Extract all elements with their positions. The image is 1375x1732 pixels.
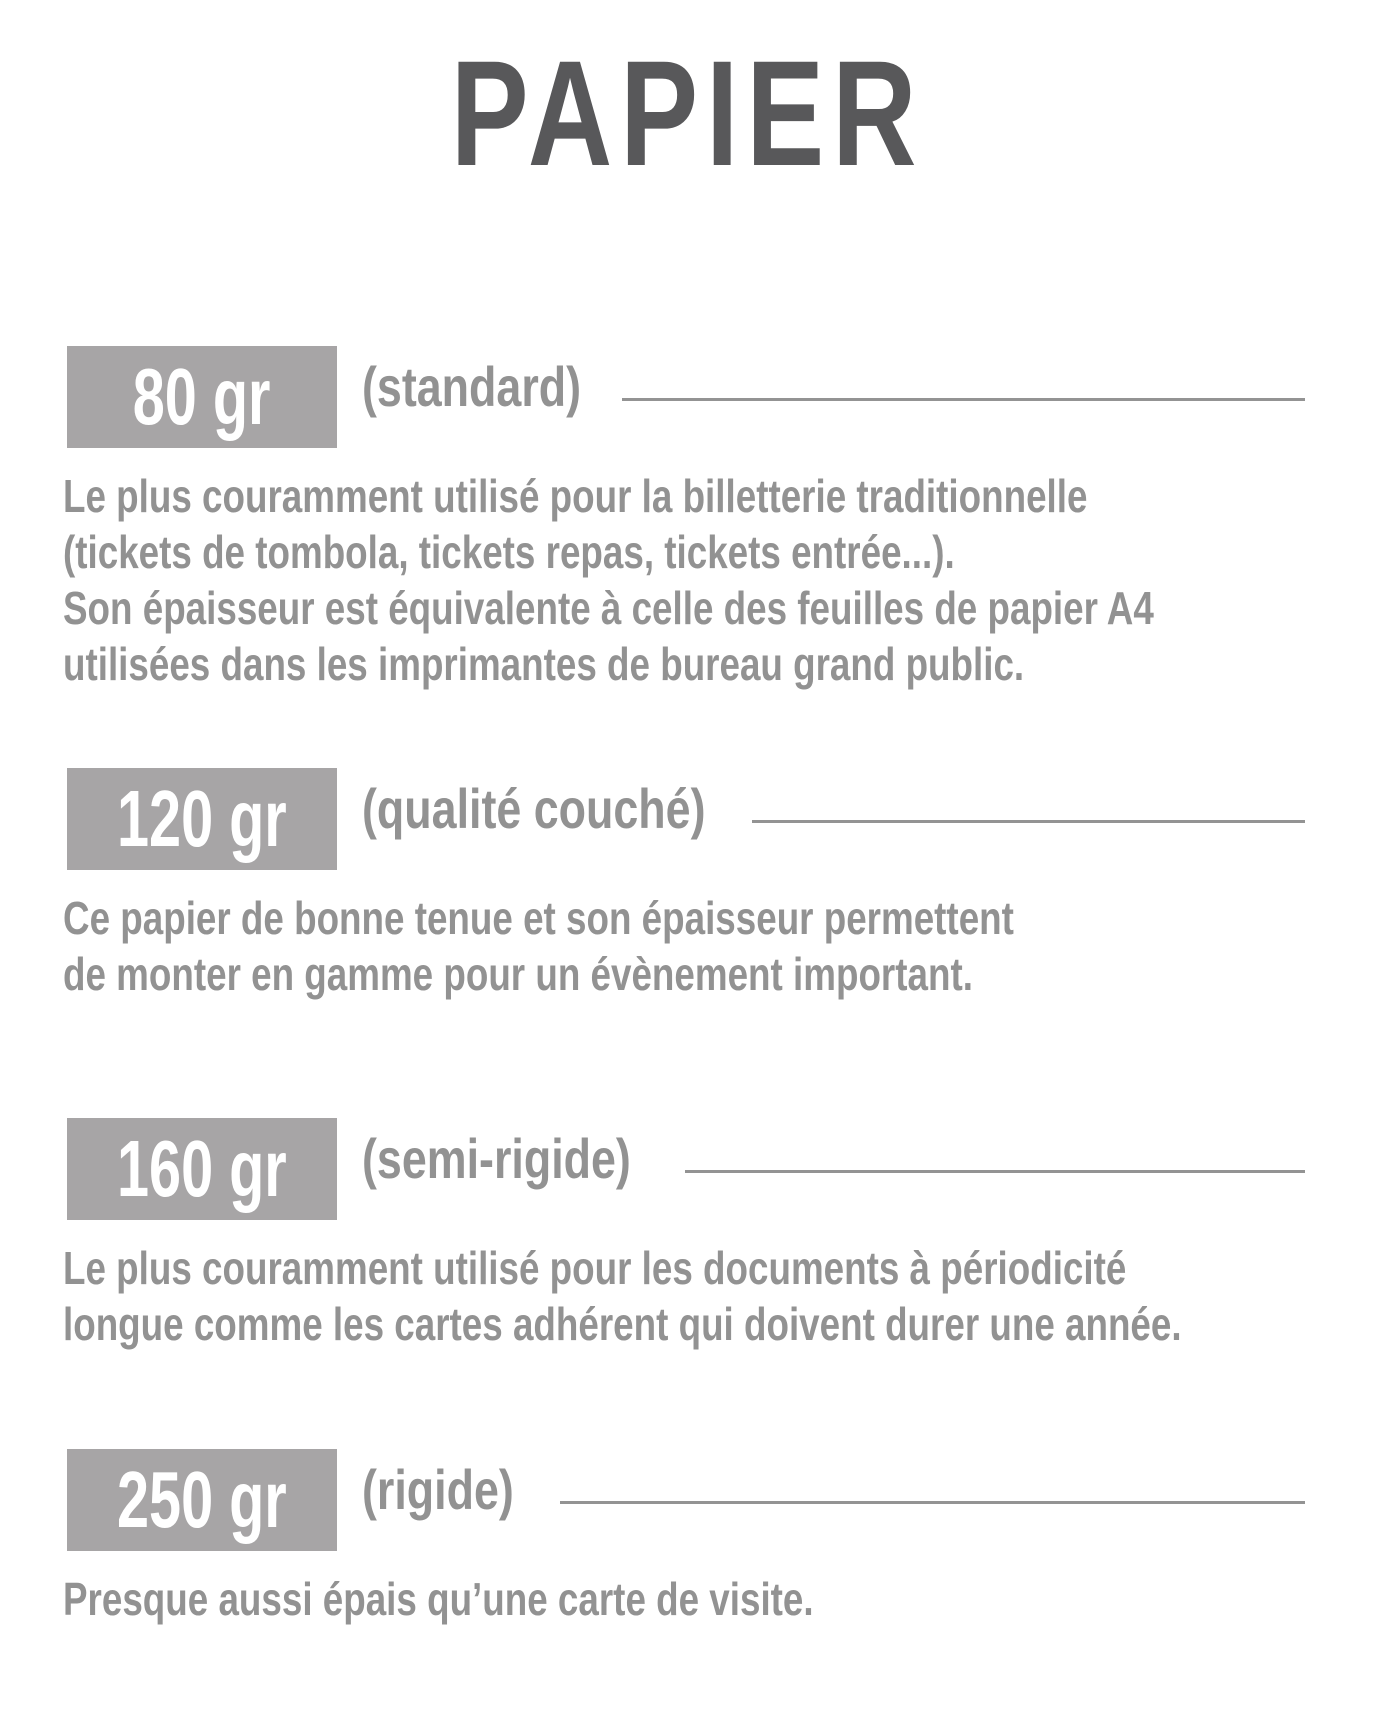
weight-label: 250 gr bbox=[117, 1455, 287, 1544]
description-line: Son épaisseur est équivalente à celle des feuilles de papier A4 bbox=[63, 582, 1154, 634]
paper-qualifier: (semi-rigide) bbox=[362, 1127, 631, 1190]
description-line: de monter en gamme pour un évènement important. bbox=[63, 948, 973, 1000]
heading-rule bbox=[622, 398, 1305, 401]
description-line: utilisées dans les imprimantes de bureau grand public. bbox=[63, 638, 1025, 690]
description-line: Presque aussi épais qu’une carte de visite. bbox=[63, 1573, 814, 1625]
paper-qualifier: (qualité couché) bbox=[362, 777, 706, 840]
description-line: longue comme les cartes adhérent qui doivent durer une année. bbox=[63, 1298, 1182, 1350]
paper-description bbox=[63, 1240, 1375, 1352]
paper-description bbox=[63, 468, 1375, 692]
paper-qualifier: (standard) bbox=[362, 355, 582, 418]
paper-qualifier: (rigide) bbox=[362, 1458, 514, 1521]
weight-label: 80 gr bbox=[133, 352, 271, 441]
description-line: Le plus couramment utilisé pour les documents à périodicité bbox=[63, 1242, 1127, 1294]
heading-rule bbox=[752, 820, 1305, 823]
weight-badge bbox=[67, 1118, 337, 1220]
heading-rule bbox=[685, 1170, 1305, 1173]
weight-badge bbox=[67, 1449, 337, 1551]
paper-description bbox=[63, 890, 1375, 1002]
page-title: PAPIER bbox=[450, 29, 925, 197]
description-line: Ce papier de bonne tenue et son épaisseur permettent bbox=[63, 892, 1014, 944]
weight-label: 160 gr bbox=[117, 1124, 287, 1213]
description-line: Le plus couramment utilisé pour la billetterie traditionnelle bbox=[63, 470, 1088, 522]
paper-description bbox=[63, 1571, 1375, 1627]
weight-badge bbox=[67, 768, 337, 870]
description-line: (tickets de tombola, tickets repas, tickets entrée...). bbox=[63, 526, 955, 578]
heading-rule bbox=[560, 1501, 1305, 1504]
weight-badge bbox=[67, 346, 337, 448]
weight-label: 120 gr bbox=[117, 774, 287, 863]
